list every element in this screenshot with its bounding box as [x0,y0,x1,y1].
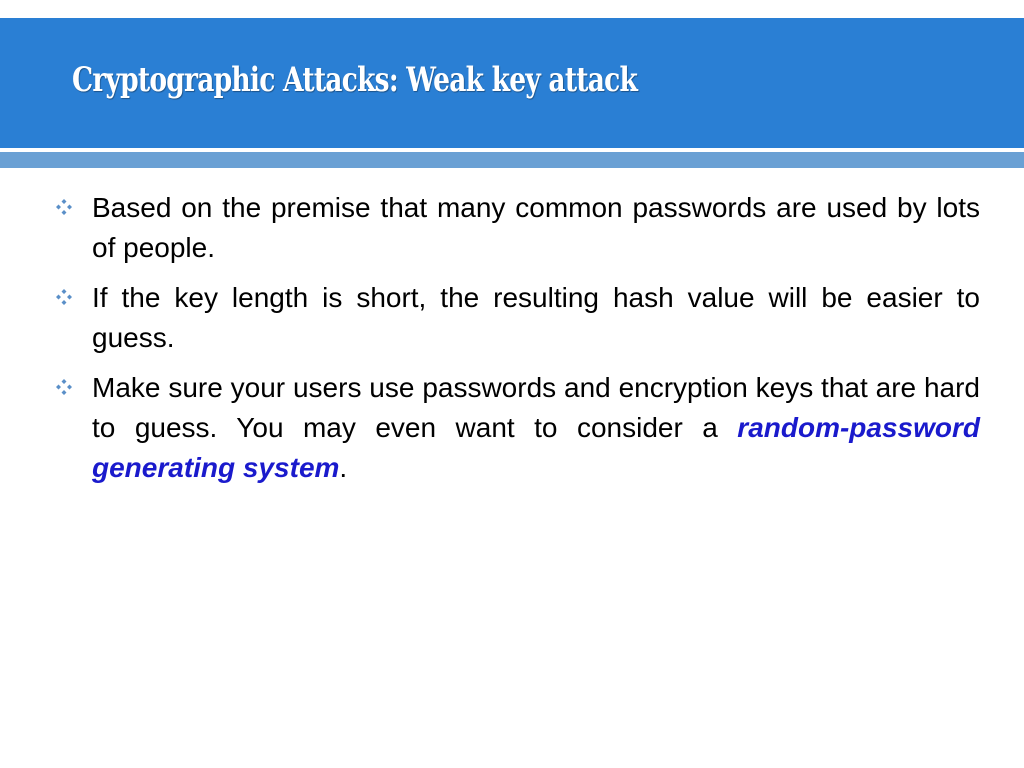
bullet-suffix: . [339,452,348,483]
slide-title: Cryptographic Attacks: Weak key attack [72,60,638,100]
bullet-text: If the key length is short, the resulting hash value will be easier to guess. [92,282,980,353]
bullet-item [56,368,980,488]
four-diamond-bullet-icon [56,289,72,305]
bullet-text: Make sure your users use passwords and encryption keys that are hard to guess. You may even want to consider a [92,372,980,443]
bullet-text: Based on the premise that many common passwords are used by lots of people. [92,192,980,263]
four-diamond-bullet-icon [56,199,72,215]
title-underline-band [0,152,1024,168]
title-band [0,18,1024,148]
bullet-item [56,188,980,268]
bullet-item [56,278,980,358]
highlighted-phrase: random-password generating system [92,412,980,483]
four-diamond-bullet-icon [56,379,72,395]
bullet-list [56,188,980,498]
